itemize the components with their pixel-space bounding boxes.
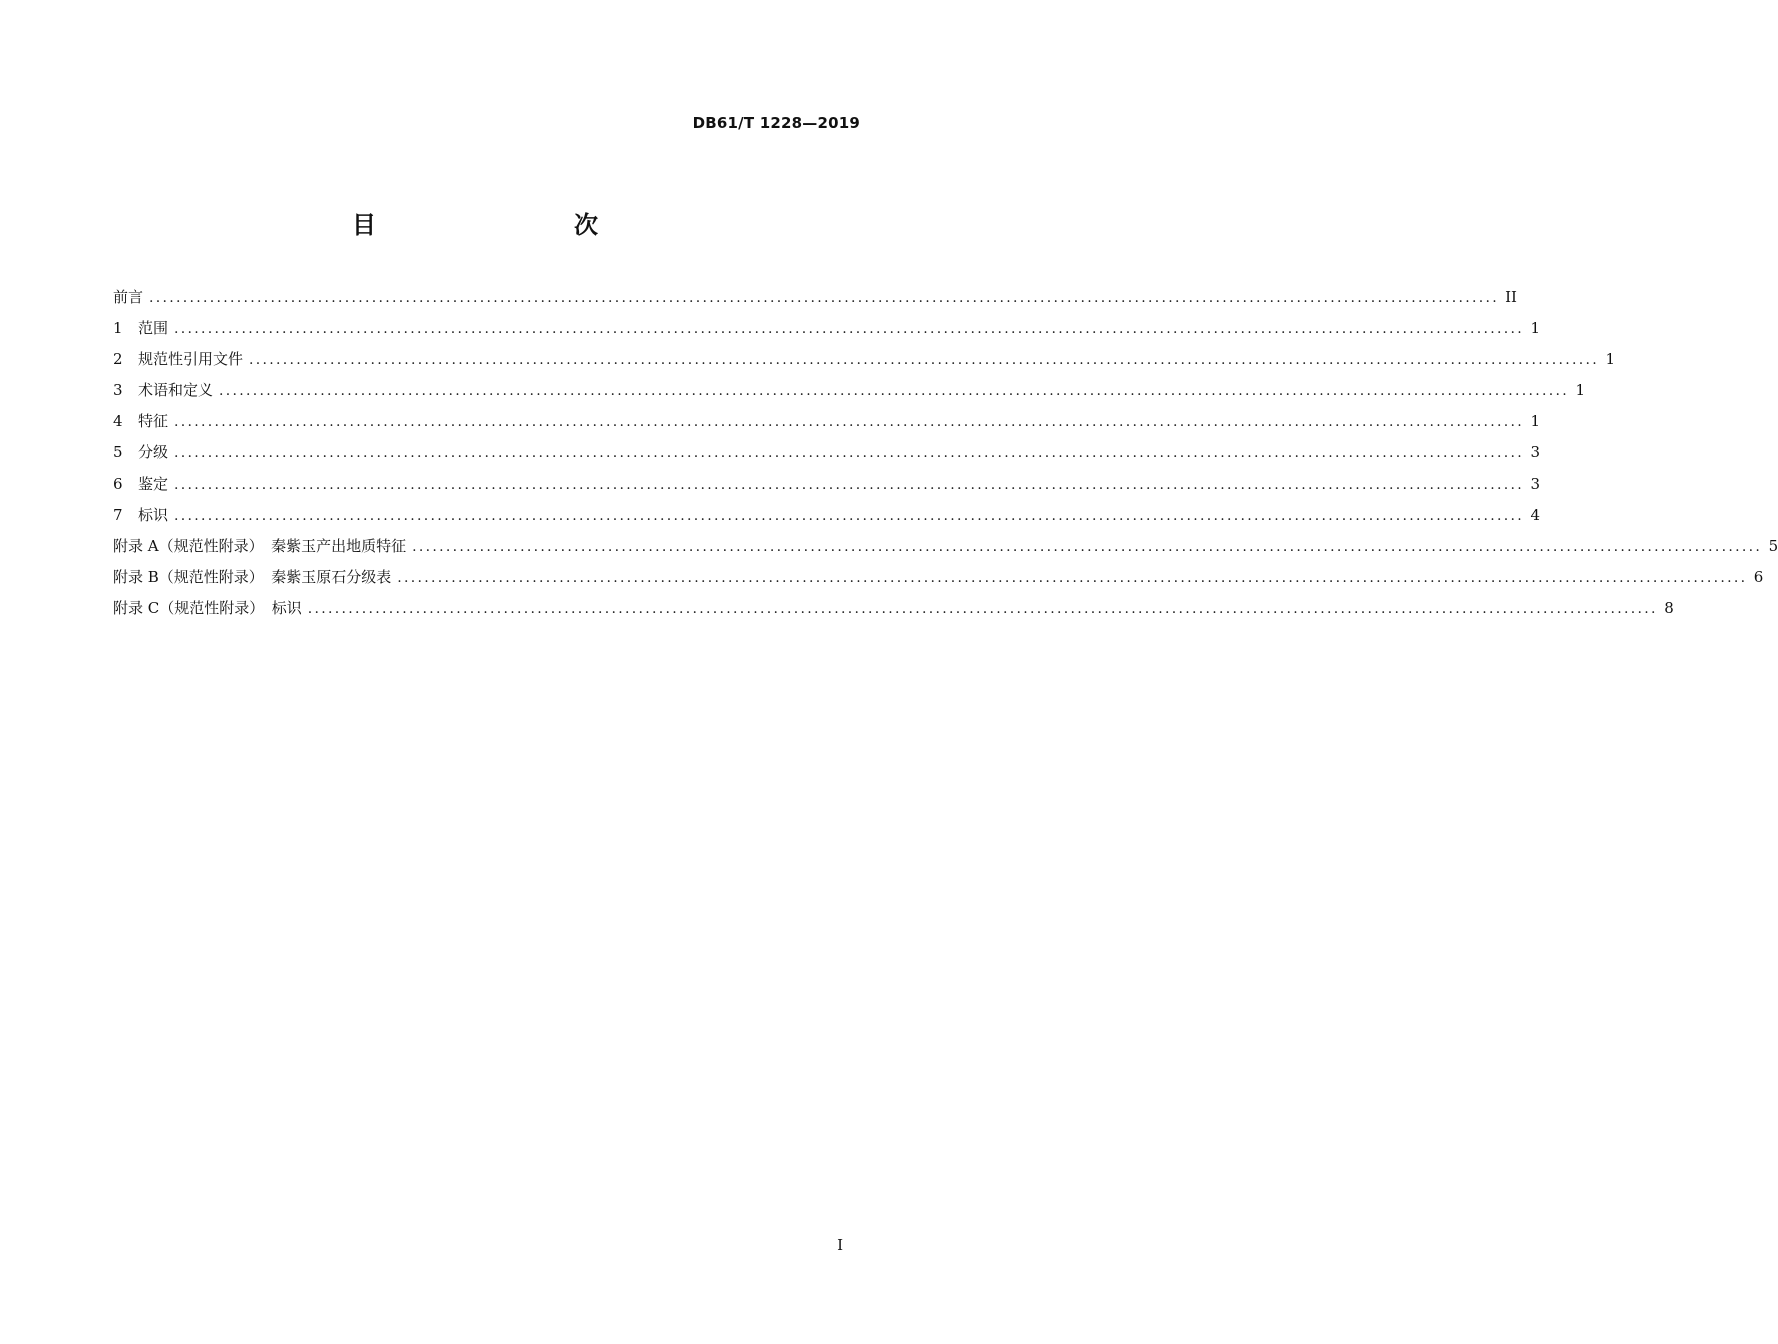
toc-entry-label: 4 特征 xyxy=(113,412,169,431)
toc-entry-label: 附录 C（规范性附录） 标识 xyxy=(113,598,302,617)
toc-entry-label: 6 鉴定 xyxy=(113,474,169,493)
toc-entry-number: 3 xyxy=(113,381,123,400)
toc-entry-page: 5 xyxy=(1768,536,1778,555)
toc-entry-number: 1 xyxy=(113,319,123,338)
toc-leader-dots: ........................................................................................................................................................................................................ xyxy=(307,600,1658,617)
toc-leader-dots: ........................................................................................................................................................................................................ xyxy=(174,507,1525,524)
toc-leader-dots: ........................................................................................................................................................................................................ xyxy=(174,414,1525,431)
toc-entry-label: 5 分级 xyxy=(113,443,169,462)
table-of-contents xyxy=(113,286,1778,628)
toc-entry-number: 5 xyxy=(113,443,123,462)
toc-entry-3[interactable] xyxy=(113,379,1586,410)
toc-entry-number: 7 xyxy=(113,505,123,524)
toc-leader-dots: ........................................................................................................................................................................................................ xyxy=(174,476,1525,493)
toc-entry-number: 4 xyxy=(113,412,123,431)
toc-entry-label: 7 标识 xyxy=(113,505,169,524)
toc-entry-label: 附录 A（规范性附录） 秦紫玉产出地质特征 xyxy=(113,536,407,555)
toc-entry-appendix-a[interactable] xyxy=(113,535,1778,566)
toc-entry-page: 1 xyxy=(1575,381,1586,400)
toc-entry-1[interactable] xyxy=(113,317,1541,348)
toc-entry-appendix-b[interactable] xyxy=(113,566,1764,597)
toc-leader-dots: ........................................................................................................................................................................................................ xyxy=(397,569,1748,586)
page-number: I xyxy=(837,1236,843,1254)
toc-entry-number: 2 xyxy=(113,350,123,369)
toc-entry-number: 6 xyxy=(113,474,123,493)
toc-entry-label: 前言 xyxy=(113,288,144,306)
toc-entry-page: II xyxy=(1505,288,1517,306)
toc-leader-dots: ........................................................................................................................................................................................................ xyxy=(249,352,1600,369)
toc-entry-page: 3 xyxy=(1530,474,1541,493)
toc-entry-page: 4 xyxy=(1530,505,1541,524)
toc-entry-label: 附录 B（规范性附录） 秦紫玉原石分级表 xyxy=(113,567,392,586)
toc-entry-page: 1 xyxy=(1530,412,1541,431)
toc-entry-preface[interactable] xyxy=(113,286,1517,317)
toc-entry-7[interactable] xyxy=(113,504,1541,535)
toc-leader-dots: ........................................................................................................................................................................................................ xyxy=(174,445,1525,462)
toc-entry-6[interactable] xyxy=(113,473,1541,504)
toc-entry-appendix-c[interactable] xyxy=(113,597,1674,628)
toc-entry-2[interactable] xyxy=(113,348,1616,379)
toc-entry-page: 8 xyxy=(1664,598,1674,617)
toc-leader-dots: ........................................................................................................................................................................................................ xyxy=(219,383,1570,400)
toc-title: 目 次 xyxy=(352,211,648,239)
document-code: DB61/T 1228—2019 xyxy=(692,114,860,132)
toc-leader-dots: ........................................................................................................................................................................................................ xyxy=(412,538,1763,555)
toc-leader-dots: ........................................................................................................................................................................................................ xyxy=(174,321,1525,338)
toc-leader-dots: ........................................................................................................................................................................................................ xyxy=(149,290,1500,306)
toc-entry-page: 6 xyxy=(1753,567,1764,586)
toc-entry-label: 1 范围 xyxy=(113,319,169,338)
toc-entry-label: 2 规范性引用文件 xyxy=(113,350,244,369)
toc-entry-page: 3 xyxy=(1530,443,1541,462)
toc-entry-page: 1 xyxy=(1605,350,1616,369)
toc-entry-5[interactable] xyxy=(113,441,1541,472)
toc-entry-label: 3 术语和定义 xyxy=(113,381,214,400)
toc-entry-page: 1 xyxy=(1530,319,1541,338)
toc-entry-4[interactable] xyxy=(113,410,1541,441)
